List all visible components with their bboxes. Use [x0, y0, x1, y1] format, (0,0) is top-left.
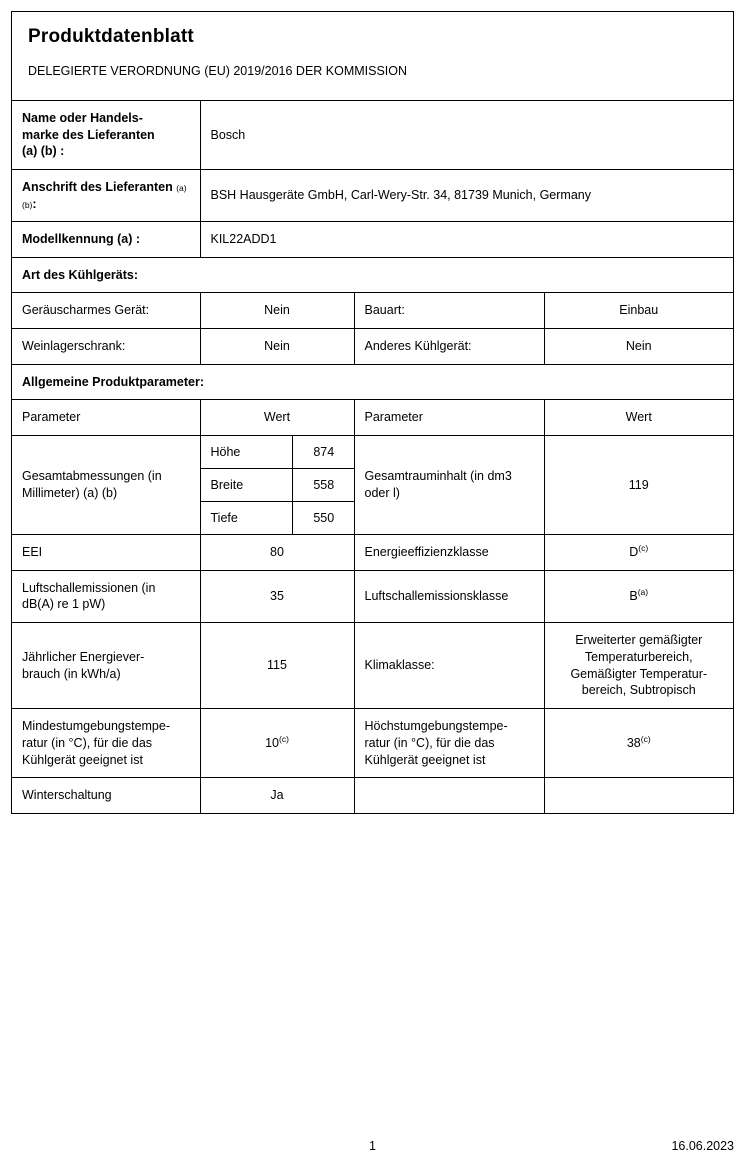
supplier-address-label-colon: : [32, 196, 37, 211]
table-row-supplier-address [12, 169, 733, 221]
supplier-name-label-cell [12, 101, 200, 170]
param-header-right: Parameter [364, 410, 423, 425]
table-row-parameter-header [12, 400, 733, 436]
annual-energy-label-line2: brauch (in kWh/a) [22, 666, 121, 681]
max-temp-label-cell [354, 709, 544, 778]
energy-class-value: D [629, 544, 639, 559]
winter-setting-value-cell [200, 778, 354, 813]
noise-class-value-note: (a) [637, 586, 649, 597]
table-row-general-parameters-title [12, 364, 733, 400]
low-noise-value: Nein [264, 303, 290, 318]
table-row-dimensions [12, 435, 733, 534]
general-parameters-section-title: Allgemeine Produktparameter: [22, 374, 204, 389]
max-temp-label-line2: ratur (in °C), für die das [364, 735, 495, 750]
dimensions-row-height [201, 436, 355, 469]
eei-label: EEI [22, 544, 43, 559]
table-row-ambient-temperature [12, 709, 733, 778]
energy-class-value-cell [544, 534, 733, 570]
noise-class-label-cell [354, 570, 544, 623]
min-temp-value-cell [200, 709, 354, 778]
dimensions-label-line2: Millimeter) (a) (b) [22, 485, 118, 500]
model-label: Modellkennung (a) : [22, 232, 141, 247]
energy-class-value-wrap [545, 535, 734, 570]
value-header-left: Wert [263, 410, 291, 425]
dimension-value-width: 558 [293, 468, 355, 501]
other-appliance-value: Nein [625, 339, 652, 353]
value-header-right: Wert [625, 410, 652, 425]
noise-value: 35 [270, 588, 284, 603]
regulation-subtitle: DELEGIERTE VERORDNUNG (EU) 2019/2016 DER KOMMISSION [28, 64, 408, 78]
other-appliance-label: Anderes Kühlgerät: [364, 339, 472, 353]
total-volume-value-cell [544, 435, 733, 534]
table-row-appliance-type-title [12, 257, 733, 293]
noise-class-label: Luftschallemissionsklasse [364, 588, 509, 603]
low-noise-label-cell [12, 293, 200, 329]
dimension-value-depth: 550 [293, 501, 355, 534]
dimension-name-width: Breite [201, 468, 293, 501]
energy-class-label-cell [354, 534, 544, 570]
appliance-type-title-cell [12, 257, 733, 293]
total-volume-label [355, 459, 544, 511]
annual-energy-value-cell [200, 623, 354, 709]
winter-setting-label: Winterschaltung [22, 788, 112, 803]
wine-storage-label-cell [12, 329, 200, 365]
other-appliance-value-cell [544, 329, 733, 365]
param-header-left: Parameter [22, 410, 81, 425]
supplier-address-label [12, 170, 200, 221]
document-header [12, 12, 733, 100]
annual-energy-label-cell [12, 623, 200, 709]
total-volume-label-cell [354, 435, 544, 534]
annual-energy-label [12, 640, 200, 692]
climate-class-value-line1: Erweiterter gemäßigter [575, 633, 703, 647]
min-temp-value: 10 [265, 735, 279, 750]
min-temp-label-cell [12, 709, 200, 778]
low-noise-value-cell [200, 293, 354, 329]
noise-label-line1: Luftschallemissionen (in [22, 580, 156, 595]
dimensions-row-depth [201, 501, 355, 534]
supplier-name-value: Bosch [210, 127, 246, 142]
annual-energy-value: 115 [267, 658, 287, 673]
min-temp-value-wrap [201, 726, 354, 761]
noise-label-cell [12, 570, 200, 623]
value-header-left-cell [200, 400, 354, 436]
model-value: KIL22ADD1 [210, 232, 277, 247]
min-temp-label-line2: ratur (in °C), für die das [22, 735, 153, 750]
low-noise-label: Geräuscharmes Gerät: [22, 303, 150, 318]
wine-storage-label: Weinlagerschrank: [22, 339, 126, 353]
wine-storage-value: Nein [264, 339, 290, 353]
model-label-cell [12, 222, 200, 258]
footer-date: 16.06.2023 [671, 1139, 734, 1153]
max-temp-label-line3: Kühlgerät geeignet ist [364, 752, 486, 767]
climate-class-label-cell [354, 623, 544, 709]
noise-value-cell [200, 570, 354, 623]
table-row-low-noise [12, 293, 733, 329]
winter-setting-empty-label-cell [354, 778, 544, 813]
dimension-name-depth: Tiefe [210, 510, 238, 525]
eei-label-cell [12, 534, 200, 570]
total-volume-label-line2: oder l) [364, 485, 400, 500]
winter-setting-empty-value [545, 778, 734, 813]
build-type-label-cell [354, 293, 544, 329]
model-value-cell [200, 222, 733, 258]
value-header-right-cell [544, 400, 733, 436]
supplier-name-label-line3: (a) (b) : [22, 144, 65, 159]
max-temp-value-wrap [545, 726, 734, 761]
general-parameters-title-cell [12, 364, 733, 400]
build-type-value: Einbau [619, 303, 659, 318]
other-appliance-label-cell [354, 329, 544, 365]
winter-setting-empty-label [355, 778, 544, 813]
table-row-model [12, 222, 733, 258]
table-row-noise-emissions [12, 570, 733, 623]
param-header-right-cell [354, 400, 544, 436]
energy-class-value-note: (c) [638, 542, 649, 553]
max-temp-value-note: (c) [640, 733, 651, 744]
noise-label [12, 571, 200, 623]
winter-setting-value: Ja [270, 788, 284, 803]
annual-energy-label-line1: Jährlicher Energiever- [22, 649, 145, 664]
min-temp-label-line3: Kühlgerät geeignet ist [22, 752, 143, 767]
build-type-value-cell [544, 293, 733, 329]
eei-value: 80 [270, 544, 284, 559]
supplier-address-label-notes: (a) (b) [22, 182, 187, 210]
noise-class-value-wrap [545, 579, 734, 614]
wine-storage-value-cell [200, 329, 354, 365]
dimension-value-height: 874 [293, 436, 355, 469]
dimensions-values-cell [200, 435, 354, 534]
climate-class-value-line4: bereich, Subtropisch [581, 683, 696, 698]
table-row-annual-energy [12, 623, 733, 709]
climate-class-value-cell [544, 623, 733, 709]
table-row-winter-setting [12, 778, 733, 813]
min-temp-label-line1: Mindestumgebungstempe- [22, 719, 170, 733]
noise-class-value-cell [544, 570, 733, 623]
table-row-eei [12, 534, 733, 570]
dimensions-row-width [201, 468, 355, 501]
max-temp-label-line1: Höchstumgebungstempe- [364, 719, 508, 733]
footer-page-number: 1 [369, 1139, 376, 1153]
appliance-type-section-title: Art des Kühlgeräts: [22, 267, 138, 282]
climate-class-value-line3: Gemäßigter Temperatur- [570, 666, 708, 681]
table-row-supplier-name [12, 101, 733, 170]
supplier-address-label-cell [12, 169, 200, 221]
supplier-address-value: BSH Hausgeräte GmbH, Carl-Wery-Str. 34, 81739 Munich, Germany [210, 188, 591, 203]
fiche-sheet [11, 11, 734, 814]
supplier-name-label-line1: Name oder Handels- [22, 111, 143, 125]
supplier-name-label [12, 101, 200, 169]
eei-value-cell [200, 534, 354, 570]
total-volume-value: 119 [628, 477, 649, 492]
dimensions-label-cell [12, 435, 200, 534]
supplier-address-value-cell [200, 169, 733, 221]
supplier-name-value-cell [200, 101, 733, 170]
supplier-name-label-line2: marke des Lieferanten [22, 127, 155, 142]
total-volume-label-line1: Gesamtrauminhalt (in dm3 [364, 469, 512, 484]
dimensions-label-line1: Gesamtabmessungen (in [22, 469, 162, 484]
winter-setting-empty-value-cell [544, 778, 733, 813]
noise-label-line2: dB(A) re 1 pW) [22, 597, 106, 612]
table-row-wine-storage [12, 329, 733, 365]
climate-class-value-line2: Temperaturbereich, [584, 649, 693, 664]
dimension-name-height: Höhe [201, 436, 293, 469]
min-temp-value-note: (c) [278, 733, 289, 744]
min-temp-label [12, 709, 200, 777]
product-fiche-table [12, 100, 733, 813]
max-temp-label [355, 709, 544, 777]
max-temp-value-cell [544, 709, 733, 778]
climate-class-label: Klimaklasse: [364, 658, 435, 673]
build-type-label: Bauart: [364, 303, 405, 318]
energy-class-label: Energieeffizienzklasse [364, 544, 489, 559]
dimensions-label [12, 459, 200, 511]
max-temp-value: 38 [626, 735, 641, 750]
supplier-address-label-text: Anschrift des Lieferanten [22, 179, 173, 194]
noise-class-value: B [629, 588, 638, 603]
page-title: Produktdatenblatt [28, 26, 194, 47]
climate-class-value [545, 623, 734, 708]
dimensions-table [201, 436, 355, 534]
param-header-left-cell [12, 400, 200, 436]
winter-setting-label-cell [12, 778, 200, 813]
